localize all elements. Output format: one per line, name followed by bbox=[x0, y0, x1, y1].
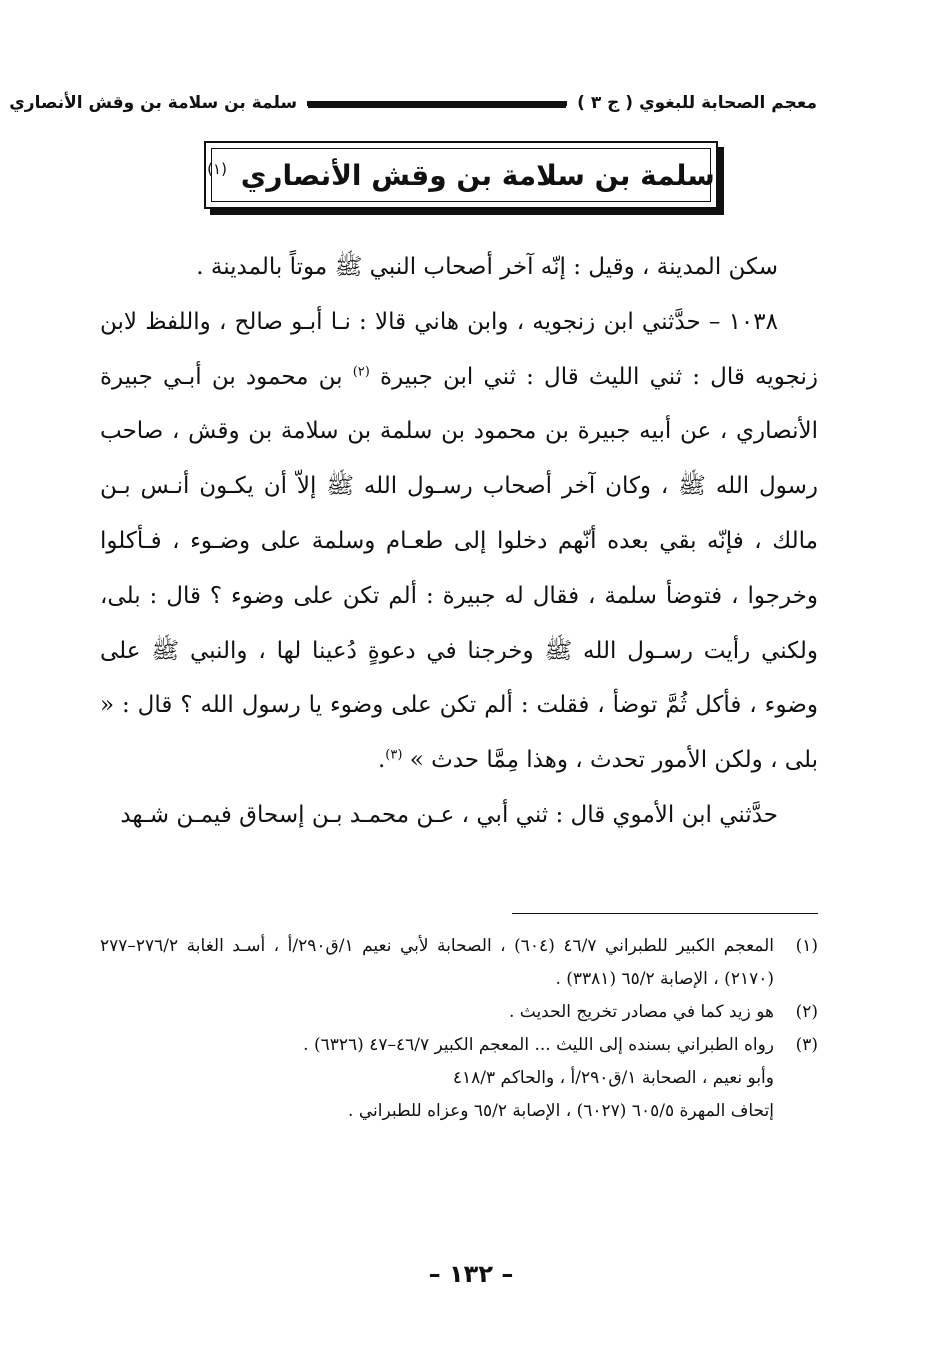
footnote-text bbox=[100, 1029, 774, 1128]
footnote-1 bbox=[100, 930, 818, 996]
paragraph-hadith bbox=[100, 295, 818, 788]
footnote-number: (٣) bbox=[795, 1035, 818, 1055]
paragraph-intro: سكن المدينة ، وقيل : إنّه آخر أصحاب النبي ﷺ موتاً بالمدينة . bbox=[196, 254, 778, 280]
volume-label: ( ج ٣ ) bbox=[577, 93, 634, 113]
footnote-number: (١) bbox=[795, 936, 818, 956]
header-rule bbox=[307, 101, 567, 106]
main-text bbox=[100, 240, 818, 843]
title-footnote-marker: (١) bbox=[207, 160, 227, 179]
footnote-separator bbox=[512, 913, 818, 914]
footnote-text: المعجم الكبير للطبراني ٤٦/٧ (٦٠٤) ، الصحابة لأبي نعيم ١/ق٢٩٠/أ ، أسـد الغابة ٢٧٦/٢–٢٧٧ (٢١٧٠) ، الإصابة ٦٥/٢ (٣٣٨١) . bbox=[100, 936, 774, 989]
paragraph-next: حدَّثني ابن الأموي قال : ثني أبي ، عـن محمـد بـن إسحاق فيمـن شـهد bbox=[120, 801, 778, 828]
footnote-line: إتحاف المهرة ٦٠٥/٥ (٦٠٢٧) ، الإصابة ٦٥/٢ وعزاه للطبراني . bbox=[348, 1101, 774, 1121]
section-title bbox=[207, 159, 715, 192]
footnote-text: هو زيد كما في مصادر تخريج الحديث . bbox=[508, 1002, 774, 1022]
section-title-text: سلمة بن سلامة بن وقش الأنصاري bbox=[240, 158, 715, 192]
hadith-end-punct: . bbox=[377, 747, 386, 774]
hadith-text-part-2: بن محمود بن أبـي جبيرة الأنصاري ، عن أبيه جبيرة بن محمود بن سلمة بن سلامة بن وقش ، صاحب رسول الله ﷺ ، وكان آخر أصحاب رسـول الله ﷺ إلاّ أن يكـون أنـس بـن مالك ، فإنّه بقي بعده أنّهم دخلوا إلى طعـام وسلمة على وضـوء ، فـأكلوا وخرجوا ، فتوضأ سلمة ، فقال له جبيرة : ألم تكن على وضوء ؟ قال : بلى، ولكني رأيت رسـول الله ﷺ وخرجنا في دعوةٍ دُعينا لها ، والنبي ﷺ على وضوء ، فأكل ثُمَّ توضأ ، فقلت : ألم تكن على وضوء يا رسول الله ؟ قال : « بلى ، ولكن الأمور تحدث ، وهذا مِمَّا حدث » bbox=[100, 363, 818, 774]
hadith-text-part-1: ١٠٣٨ – حدَّثني ابن زنجويه ، وابن هاني قالا : نـا أبـو صالح ، واللفظ لابن زنجويه قال : ثني الليث قال : ثني ابن جبيرة bbox=[100, 308, 818, 390]
footnote-marker-2: (٢) bbox=[352, 363, 370, 379]
header-chapter: سلمة بن سلامة بن وقش الأنصاري bbox=[9, 93, 298, 113]
footnote-3 bbox=[100, 1029, 818, 1128]
footnote-2 bbox=[100, 996, 818, 1029]
section-title-box bbox=[204, 141, 718, 209]
running-header bbox=[9, 88, 817, 118]
footnote-number: (٢) bbox=[795, 1002, 818, 1022]
page-number: – ١٣٢ – bbox=[428, 1260, 514, 1288]
footnote-line: رواه الطبراني بسنده إلى الليث ... المعجم الكبير ٤٦/٧–٤٧ (٦٣٢٦) . bbox=[303, 1035, 774, 1055]
footnote-marker-3: (٣) bbox=[385, 747, 403, 763]
footnotes bbox=[100, 930, 818, 1128]
book-title: معجم الصحابة للبغوي bbox=[639, 93, 817, 113]
footnote-line: وأبو نعيم ، الصحابة ١/ق٢٩٠/أ ، والحاكم ٤١٨/٣ bbox=[452, 1068, 774, 1088]
